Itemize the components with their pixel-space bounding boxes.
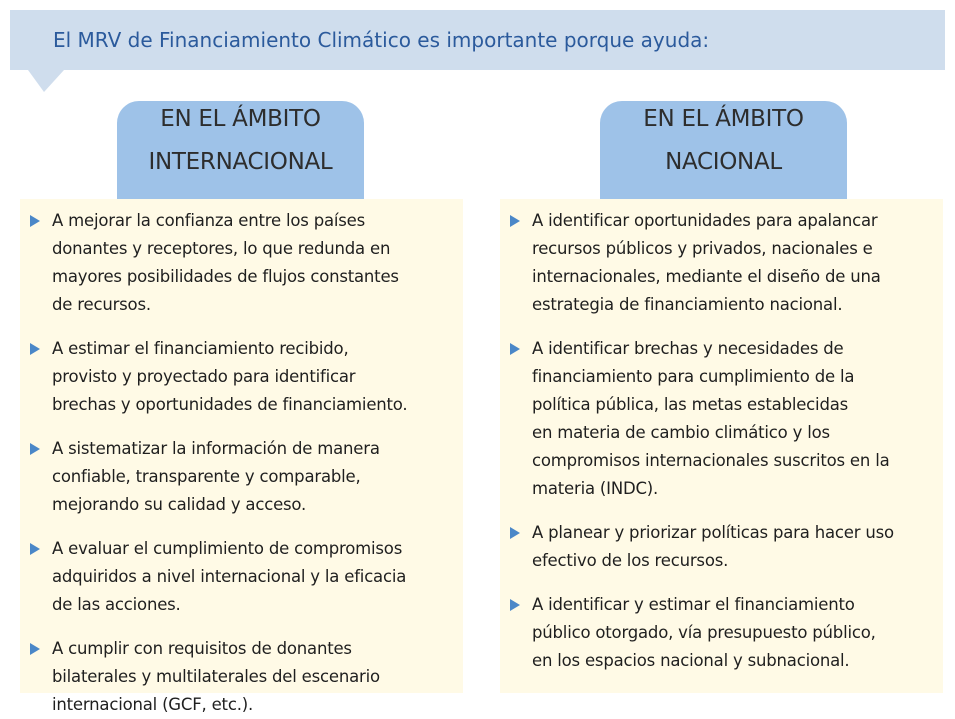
- banner-pointer: [28, 70, 64, 92]
- list-item: A mejorar la confianza entre los países donantes y receptores, lo que redunda en mayores posibilidades de flujos constantes de recursos.: [30, 207, 457, 319]
- arrow-bullet-icon: [510, 343, 520, 355]
- arrow-bullet-icon: [510, 599, 520, 611]
- international-list: [30, 207, 457, 719]
- arrow-bullet-icon: [510, 527, 520, 539]
- national-heading-line1: EN EL ÁMBITO: [643, 106, 804, 132]
- national-heading-tab: [600, 101, 847, 201]
- page-title: El MRV de Financiamiento Climático es importante porque ayuda:: [53, 28, 710, 52]
- arrow-bullet-icon: [30, 343, 40, 355]
- list-item: A evaluar el cumplimiento de compromisos adquiridos a nivel internacional y la eficacia de las acciones.: [30, 535, 457, 619]
- international-panel: [20, 199, 463, 714]
- international-heading-tab: [117, 101, 364, 201]
- list-item: A identificar brechas y necesidades de financiamiento para cumplimiento de la política pública, las metas establecidas en materia de cambio climático y los compromisos internacionales suscritos en la materia (INDC).: [510, 335, 937, 503]
- list-item: A estimar el financiamiento recibido, provisto y proyectado para identificar brechas y oportunidades de financiamiento.: [30, 335, 457, 419]
- national-heading-line2: NACIONAL: [665, 149, 782, 175]
- list-item: A identificar y estimar el financiamiento público otorgado, vía presupuesto público, en los espacios nacional y subnacional.: [510, 591, 937, 675]
- arrow-bullet-icon: [30, 543, 40, 555]
- list-item: A cumplir con requisitos de donantes bilaterales y multilaterales del escenario internacional (GCF, etc.).: [30, 635, 457, 719]
- list-item: A planear y priorizar políticas para hacer uso efectivo de los recursos.: [510, 519, 937, 575]
- arrow-bullet-icon: [30, 215, 40, 227]
- arrow-bullet-icon: [30, 443, 40, 455]
- arrow-bullet-icon: [30, 643, 40, 655]
- arrow-bullet-icon: [510, 215, 520, 227]
- international-heading-line1: EN EL ÁMBITO: [160, 106, 321, 132]
- list-item: A sistematizar la información de manera confiable, transparente y comparable, mejorando su calidad y acceso.: [30, 435, 457, 519]
- header-banner: [10, 10, 945, 70]
- national-panel: [500, 199, 943, 693]
- list-item: A identificar oportunidades para apalancar recursos públicos y privados, nacionales e internacionales, mediante el diseño de una estrategia de financiamiento nacional.: [510, 207, 937, 319]
- international-heading-line2: INTERNACIONAL: [148, 149, 333, 175]
- national-list: [510, 207, 937, 675]
